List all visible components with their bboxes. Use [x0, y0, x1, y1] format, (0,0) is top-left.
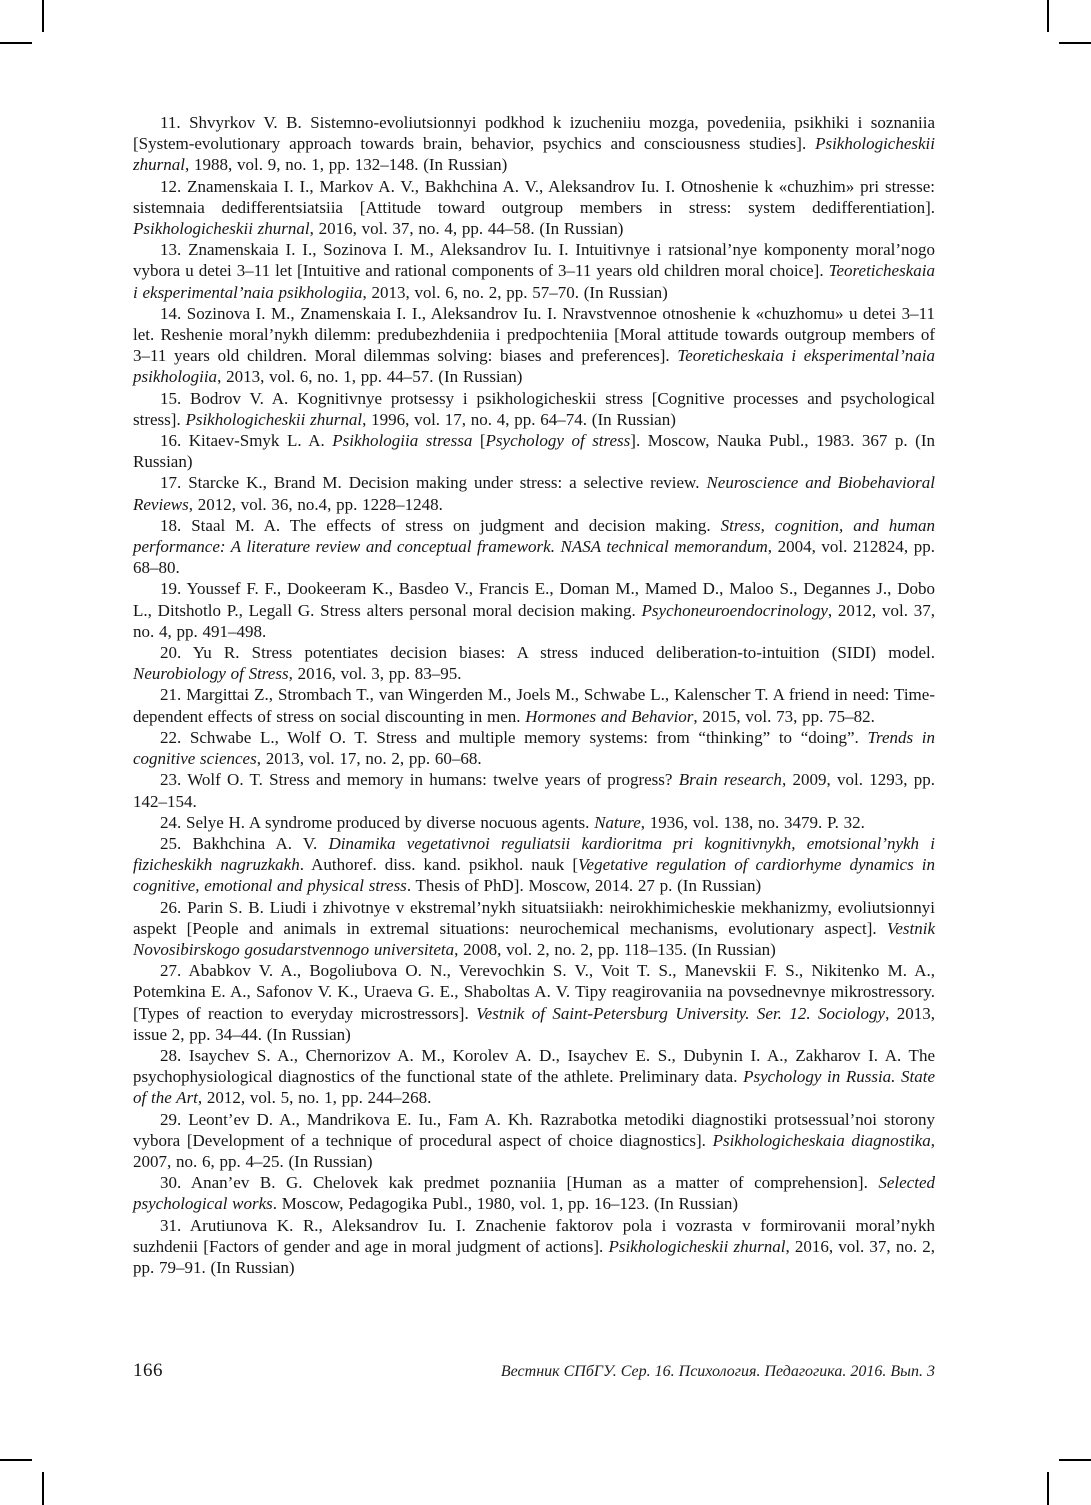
crop-mark-top-right-vertical	[1047, 0, 1049, 32]
reference-entry: 31. Arutiunova K. R., Aleksandrov Iu. I. Znachenie faktorov pola i vozrasta v formirovanii moral’nykh suzhdenii [Factors of gender and age in moral judgment of actions]. Psikhologicheskii zhurnal, 2016, vol. 37, no. 2, pp. 79–91. (In Russian)	[133, 1215, 935, 1277]
crop-mark-top-right-horizontal	[1059, 42, 1091, 44]
reference-entry: 29. Leont’ev D. A., Mandrikova E. Iu., Fam A. Kh. Razrabotka metodiki diagnostiki protsessual’noi storony vybora [Development of a technique of procedural aspect of choice diagnostics]. Psikhologicheskaia diagnostika, 2007, no. 6, pp. 4–25. (In Russian)	[133, 1109, 935, 1171]
reference-entry: 18. Staal M. A. The effects of stress on judgment and decision making. Stress, cognition, and human performance: A literature review and conceptual framework. NASA technical memorandum, 2004, vol. 212824, pp. 68–80.	[133, 515, 935, 578]
crop-mark-bottom-left-horizontal	[0, 1459, 32, 1461]
reference-entry: 20. Yu R. Stress potentiates decision biases: A stress induced deliberation-to-intuition (SIDI) model. Neurobiology of Stress, 2016, vol. 3, pp. 83–95.	[133, 643, 935, 684]
reference-entry: 14. Sozinova I. M., Znamenskaia I. I., Aleksandrov Iu. I. Nravstvennoe otnoshenie k «chuzhomu» u detei 3–11 let. Reshenie moral’nykh dilemm: predubezhdeniia i predpochteniia [Moral attitude towards outgroup members of 3–11 years old children. Moral dilemmas solving: biases and preferences]. Teoreticheskaia i eksperimental’naia psikhologiia, 2013, vol. 6, no. 1, pp. 44–57. (In Russian)	[133, 303, 935, 387]
reference-entry: 22. Schwabe L., Wolf O. T. Stress and multiple memory systems: from “thinking” to “doing”. Trends in cognitive sciences, 2013, vol. 17, no. 2, pp. 60–68.	[133, 727, 935, 769]
page-footer	[133, 1360, 935, 1382]
reference-entry: 24. Selye H. A syndrome produced by diverse nocuous agents. Nature, 1936, vol. 138, no. 3479. P. 32.	[160, 812, 865, 832]
crop-mark-top-left-vertical	[42, 0, 44, 32]
journal-reference-line: Вестник СПбГУ. Сер. 16. Психология. Педагогика. 2016. Вып. 3	[500, 1363, 935, 1380]
reference-entry: 21. Margittai Z., Strombach T., van Wingerden M., Joels M., Schwabe L., Kalenscher T. A friend in need: Time-dependent effects of stress on social discounting in men. Hormones and Behavior, 2015, vol. 73, pp. 75–82.	[133, 685, 935, 726]
reference-entry: 12. Znamenskaia I. I., Markov A. V., Bakhchina A. V., Aleksandrov Iu. I. Otnoshenie k «chuzhim» pri stresse: sistemnaia dedifferentsiatsiia [Attitude toward outgroup members in stress: system dedifferentiation]. Psikhologicheskii zhurnal, 2016, vol. 37, no. 4, pp. 44–58. (In Russian)	[133, 176, 935, 239]
reference-entry: 16. Kitaev-Smyk L. A. Psikhologiia stressa [Psychology of stress]. Moscow, Nauka Publ., 1983. 367 p. (In Russian)	[133, 431, 935, 472]
crop-mark-bottom-left-vertical	[42, 1472, 44, 1505]
reference-entry: 25. Bakhchina A. V. Dinamika vegetativnoi reguliatsii kardioritma pri kognitivnykh, emotsional’nykh i fizicheskikh nagruzkakh. Authoref. diss. kand. psikhol. nauk [Vegetative regulation of cardiorhyme dynamics in cognitive, emotional and physical stress. Thesis of PhD]. Moscow, 2014. 27 p. (In Russian)	[133, 833, 935, 896]
reference-entry: 15. Bodrov V. A. Kognitivnye protsessy i psikhologicheskii stress [Cognitive processes and psychological stress]. Psikhologicheskii zhurnal, 1996, vol. 17, no. 4, pp. 64–74. (In Russian)	[133, 388, 935, 429]
page-number: 166	[133, 1360, 163, 1381]
reference-entry: 28. Isaychev S. A., Chernorizov A. M., Korolev A. D., Isaychev E. S., Dubynin I. A., Zakharov I. A. The psychophysiological diagnostics of the functional state of the athlete. Preliminary data. Psychology in Russia. State of the Art, 2012, vol. 5, no. 1, pp. 244–268.	[133, 1045, 935, 1108]
reference-entry: 23. Wolf O. T. Stress and memory in humans: twelve years of progress? Brain research, 2009, vol. 1293, pp. 142–154.	[133, 770, 935, 811]
reference-entry: 17. Starcke K., Brand M. Decision making under stress: a selective review. Neuroscience and Biobehavioral Reviews, 2012, vol. 36, no.4, pp. 1228–1248.	[133, 473, 936, 514]
reference-entry: 19. Youssef F. F., Dookeeram K., Basdeo V., Francis E., Doman M., Mamed D., Maloo S., Degannes J., Dobo L., Ditshotlo P., Legall G. Stress alters personal moral decision making. Psychoneuroendocrinology, 2012, vol. 37, no. 4, pp. 491–498.	[133, 579, 935, 641]
reference-entry: 11. Shvyrkov V. B. Sistemno-evoliutsionnyi podkhod k izucheniiu mozga, povedeniia, psikhiki i soznaniia [System-evolutionary approach towards brain, behavior, psychics and consciousness studies]. Psikhologicheskii zhurnal, 1988, vol. 9, no. 1, pp. 132–148. (In Russian)	[133, 113, 935, 175]
crop-mark-bottom-right-vertical	[1047, 1472, 1049, 1505]
crop-mark-top-left-horizontal	[0, 42, 32, 44]
references-list	[133, 112, 935, 1278]
reference-entry: 26. Parin S. B. Liudi i zhivotnye v ekstremal’nykh situatsiiakh: neirokhimicheskie mekhanizmy, evoliutsionnyi aspekt [People and animals in extremal situations: neurochemical mechanisms, evolutionary aspect]. Vestnik Novosibirskogo gosudarstvennogo universiteta, 2008, vol. 2, no. 2, pp. 118–135. (In Russian)	[133, 897, 935, 959]
reference-entry: 27. Ababkov V. A., Bogoliubova O. N., Verevochkin S. V., Voit T. S., Manevskii F. S., Nikitenko M. A., Potemkina E. A., Safonov V. K., Uraeva G. E., Shaboltas A. V. Tipy reagirovaniia na povsednevnye mikrostressory. [Types of reaction to everyday microstressors]. Vestnik of Saint-Petersburg University. Ser. 12. Sociology, 2013, issue 2, pp. 34–44. (In Russian)	[133, 961, 936, 1044]
reference-entry: 13. Znamenskaia I. I., Sozinova I. M., Aleksandrov Iu. I. Intuitivnye i ratsional’nye komponenty moral’nogo vybora u detei 3–11 let [Intuitive and rational components of 3–11 years old children moral choice]. Teoreticheskaia i eksperimental’naia psikhologiia, 2013, vol. 6, no. 2, pp. 57–70. (In Russian)	[133, 240, 935, 302]
reference-entry: 30. Anan’ev B. G. Chelovek kak predmet poznaniia [Human as a matter of comprehension]. Selected psychological works. Moscow, Pedagogika Publ., 1980, vol. 1, pp. 16–123. (In Russian)	[133, 1173, 935, 1214]
crop-mark-bottom-right-horizontal	[1059, 1459, 1091, 1461]
